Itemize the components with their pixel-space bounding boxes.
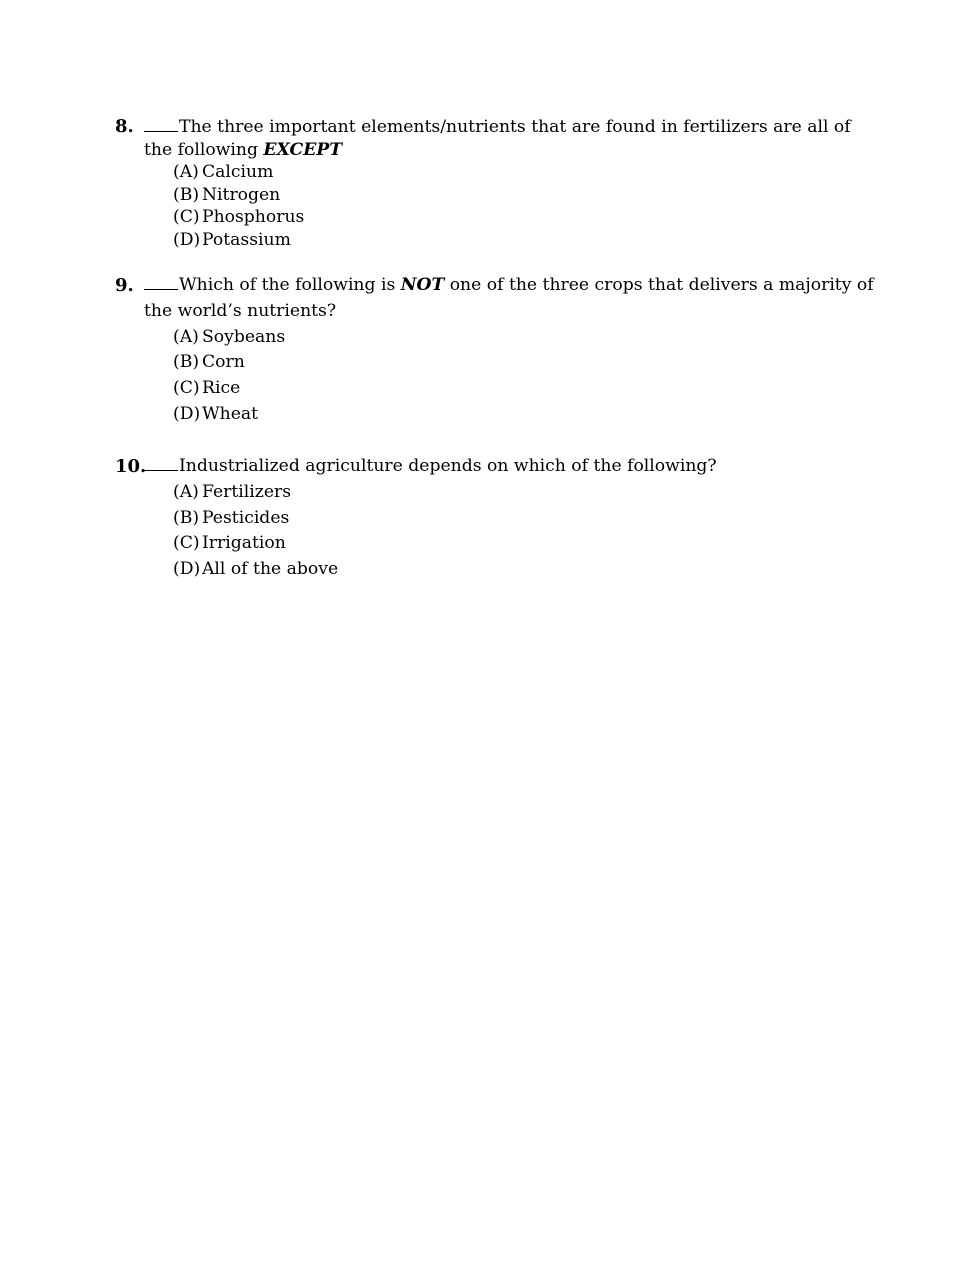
- option-text: Phosphorus: [202, 207, 305, 228]
- option-letter: (C): [173, 207, 200, 228]
- option-a: [173, 161, 874, 184]
- question-body: [144, 273, 874, 428]
- option-text: All of the above: [202, 559, 339, 580]
- question-body: [144, 116, 874, 252]
- option-letter: (C): [173, 378, 200, 399]
- option-text: Pesticides: [202, 507, 290, 528]
- option-a: [173, 480, 874, 506]
- option-text: Wheat: [202, 403, 259, 424]
- option-text: Potassium: [202, 229, 291, 250]
- option-a: [173, 325, 874, 351]
- option-c: [173, 206, 874, 229]
- answer-blank[interactable]: [144, 274, 178, 290]
- option-text: Fertilizers: [202, 481, 292, 502]
- option-letter: (A): [173, 326, 199, 347]
- question-text-before: Industrialized agriculture depends on which of the following?: [179, 456, 717, 476]
- option-letter: (B): [173, 184, 200, 205]
- answer-blank[interactable]: [144, 116, 178, 132]
- option-letter: (D): [173, 403, 201, 424]
- question-text-before: Which of the following is: [179, 275, 401, 295]
- option-b: [173, 506, 874, 532]
- option-letter: (B): [173, 507, 200, 528]
- answer-options: [144, 161, 874, 251]
- option-text: Soybeans: [202, 326, 286, 347]
- option-letter: (A): [173, 162, 199, 183]
- option-text: Irrigation: [202, 533, 286, 554]
- question-body: [144, 454, 874, 583]
- question-emphasis: NOT: [400, 275, 445, 295]
- option-text: Calcium: [202, 162, 274, 183]
- option-d: [173, 229, 874, 252]
- question-text: [144, 273, 874, 325]
- question-text-after: one of the three crops that delivers a majority of the world’s nutrients?: [144, 275, 874, 321]
- option-letter: (A): [173, 481, 199, 502]
- answer-options: [144, 325, 874, 428]
- option-d: [173, 402, 874, 428]
- question-text: [144, 116, 874, 161]
- option-c: [173, 376, 874, 402]
- question-number: 9.: [115, 275, 134, 296]
- option-text: Nitrogen: [202, 184, 281, 205]
- question-emphasis: EXCEPT: [263, 139, 343, 160]
- question-number: 8.: [115, 116, 134, 137]
- option-d: [173, 557, 874, 583]
- option-letter: (B): [173, 352, 200, 373]
- option-text: Corn: [202, 352, 245, 373]
- option-letter: (D): [173, 229, 201, 250]
- option-b: [173, 350, 874, 376]
- option-c: [173, 531, 874, 557]
- option-letter: (C): [173, 533, 200, 554]
- option-letter: (D): [173, 559, 201, 580]
- question-text-before: The three important elements/nutrients that are found in fertilizers are all of the following: [144, 117, 851, 160]
- question-number: 10.: [115, 456, 147, 477]
- answer-options: [144, 480, 874, 583]
- option-text: Rice: [202, 378, 241, 399]
- option-b: [173, 184, 874, 207]
- question-text: [144, 454, 874, 480]
- answer-blank[interactable]: [144, 455, 178, 471]
